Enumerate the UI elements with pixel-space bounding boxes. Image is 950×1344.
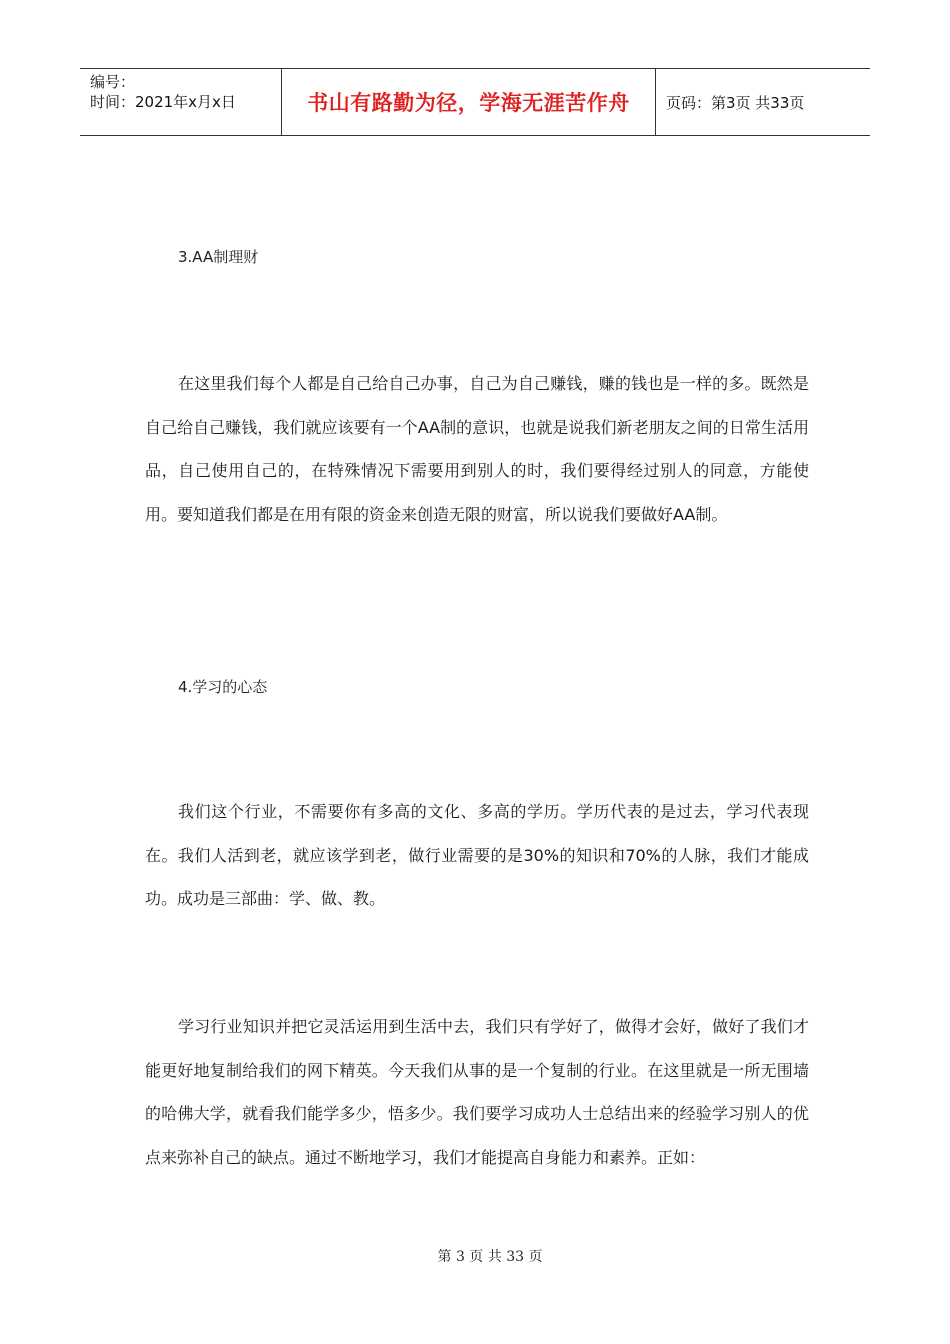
section-3-heading: 3.AA制理财 [178,248,259,266]
header-meta-cell [80,69,282,135]
header-page-info: 页码：第3页 共33页 [666,93,805,112]
section-4-paragraph-2: 学习行业知识并把它灵活运用到生活中去，我们只有学好了，做得才会好，做好了我们才能更好地复制给我们的网下精英。今天我们从事的是一个复制的行业。在这里就是一所无围墙的哈佛大学，就看我们能学多少，悟多少。我们要学习成功人士总结出来的经验学习别人的优点来弥补自己的缺点。通过不断地学习，我们才能提高自身能力和素养。正如： [145,1017,809,1167]
header-motto: 书山有路勤为径，学海无涯苦作舟 [282,69,656,135]
section-3-paragraph: 在这里我们每个人都是自己给自己办事，自己为自己赚钱，赚的钱也是一样的多。既然是自己给自己赚钱，我们就应该要有一个AA制的意识，也就是说我们新老朋友之间的日常生活用品，自己使用自己的，在特殊情况下需要用到别人的时，我们要得经过别人的同意，方能使用。要知道我们都是在用有限的资金来创造无限的财富，所以说我们要做好AA制。 [145,374,809,524]
section-4-paragraph-1: 我们这个行业，不需要你有多高的文化、多高的学历。学历代表的是过去，学习代表现在。我们人活到老，就应该学到老，做行业需要的是30%的知识和70%的人脉，我们才能成功。成功是三部曲：学、做、教。 [145,802,809,908]
document-number-label: 编号： [90,73,136,91]
document-date-label: 时间：2021年x月x日 [90,93,236,111]
document-header [80,68,870,136]
page-footer: 第 3 页 共 33 页 [437,1249,543,1265]
section-4-heading: 4.学习的心态 [178,678,268,696]
